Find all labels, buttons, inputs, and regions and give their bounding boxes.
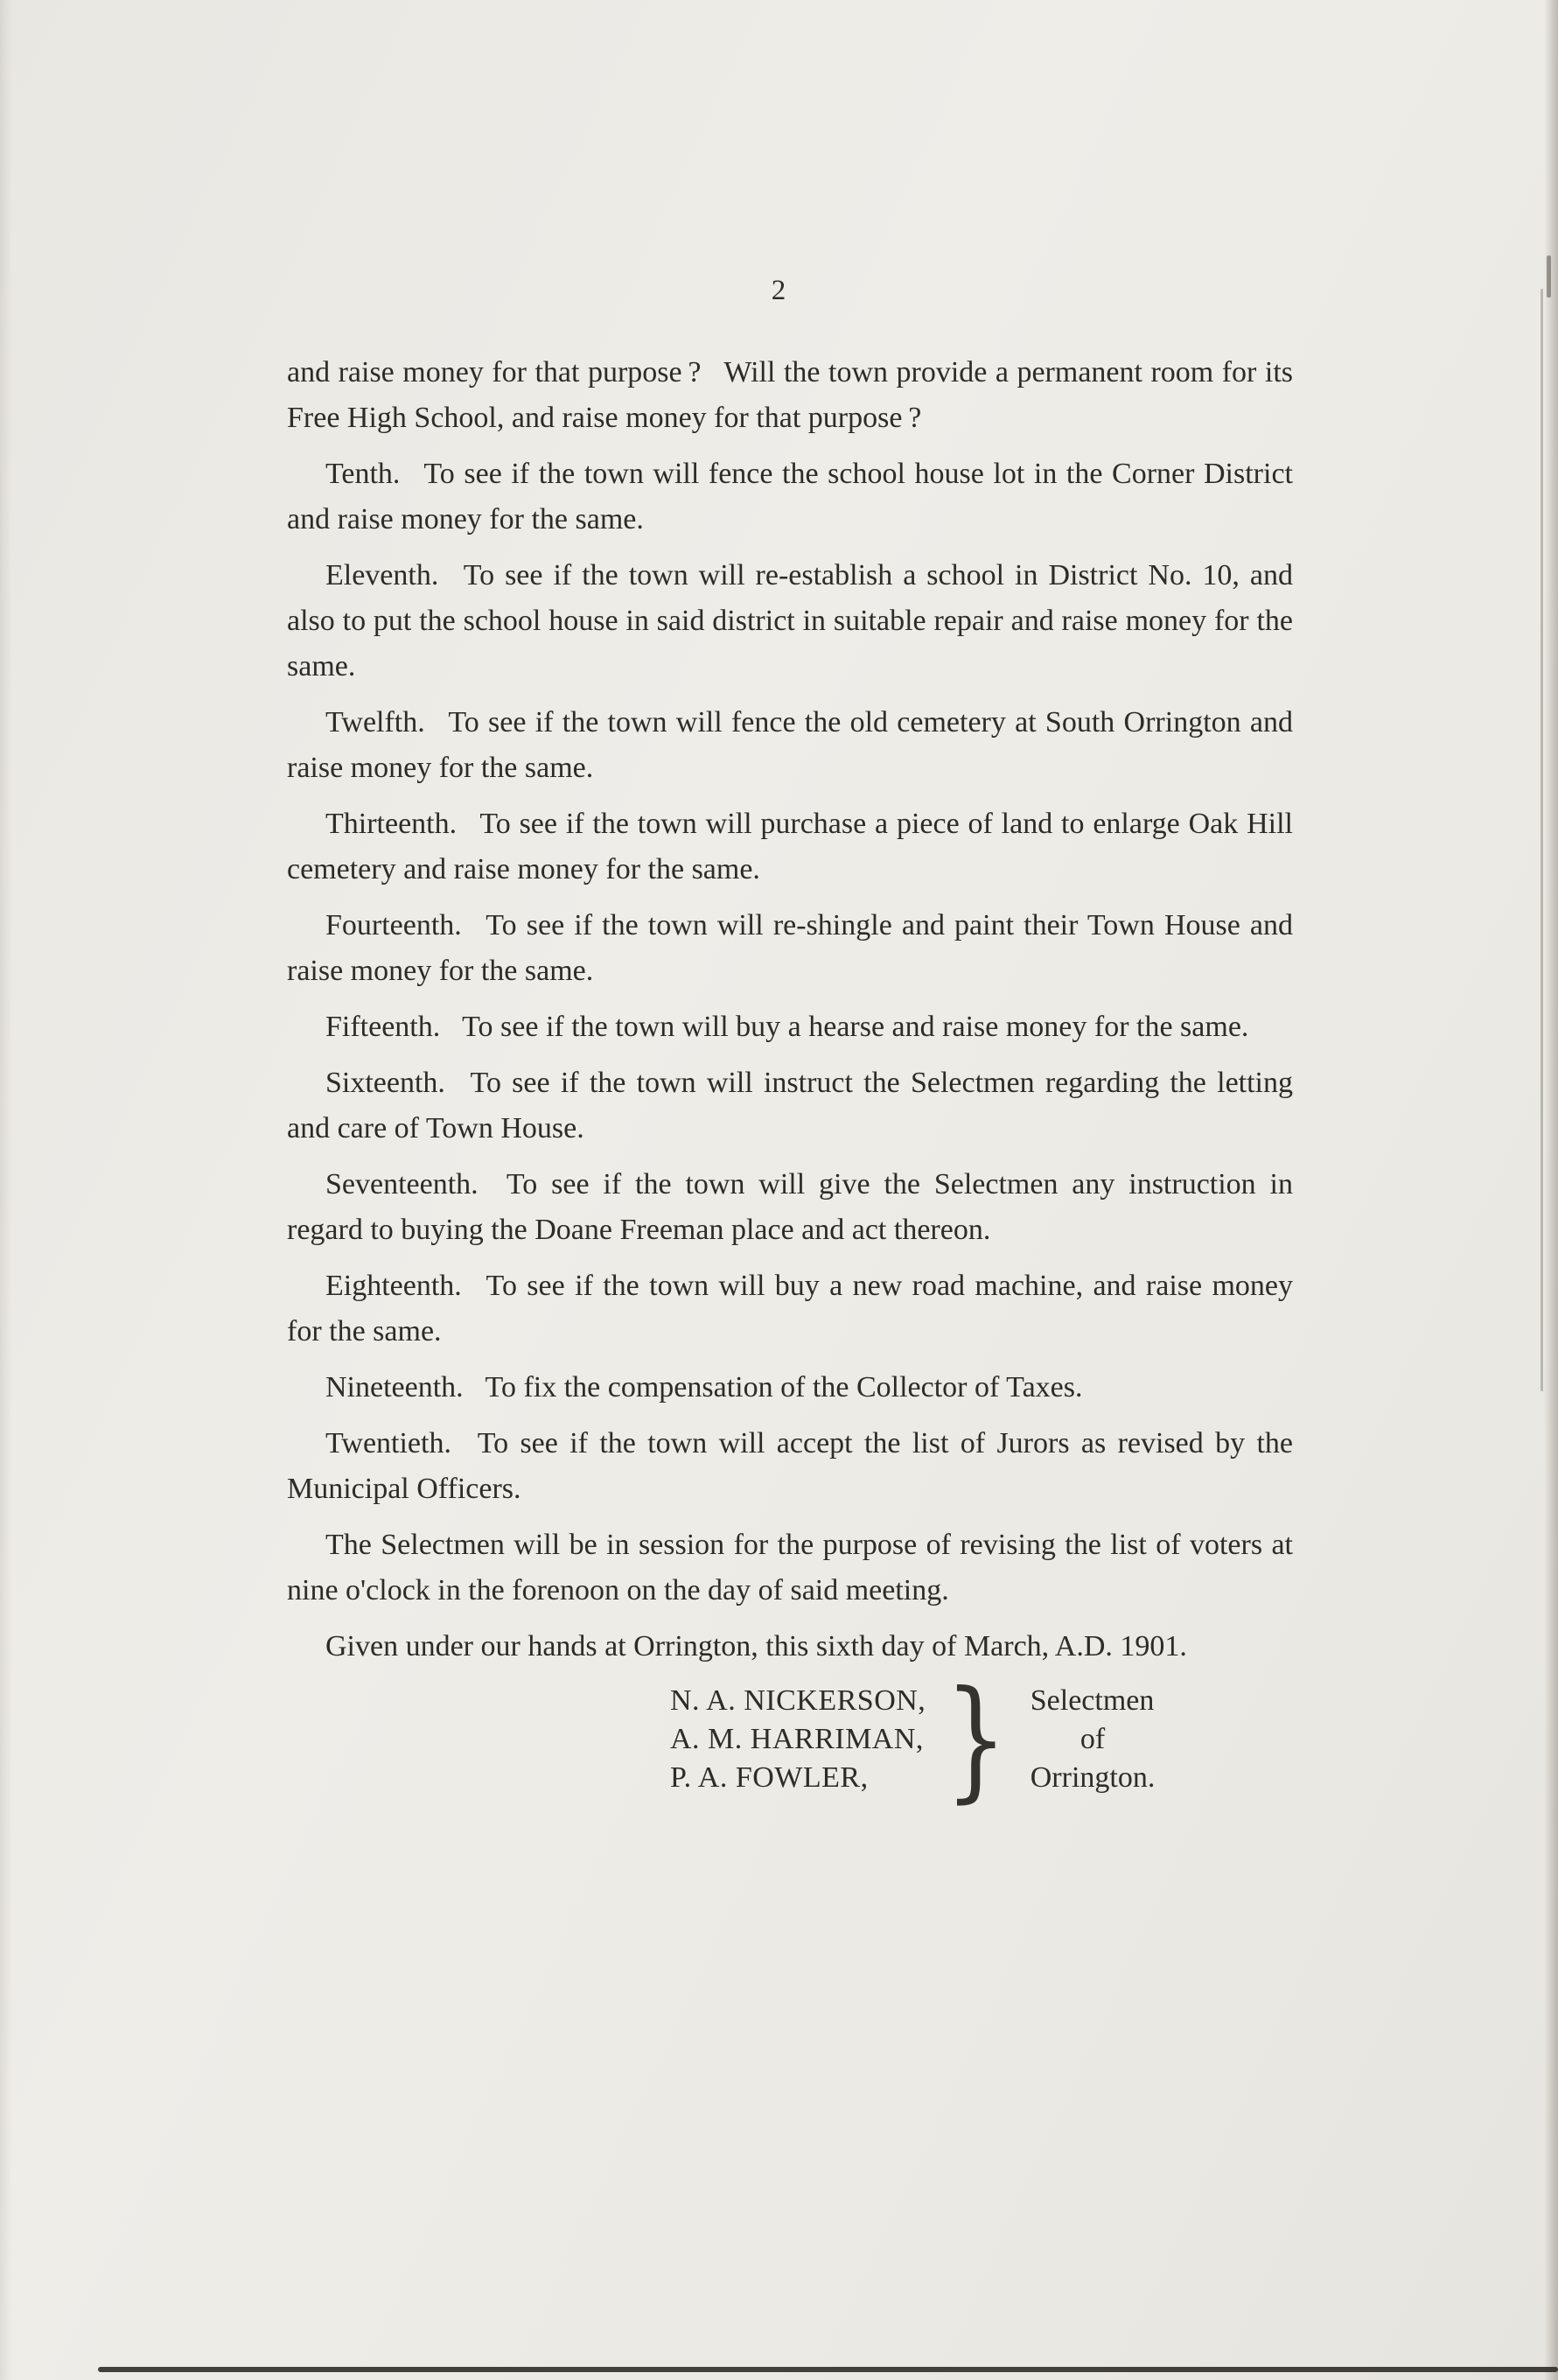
signature-block [670,1663,1293,1816]
signature-label: Orrington. [1030,1761,1156,1794]
paragraph-attestation: Given under our hands at Orrington, this sixth day of March, A.D. 1901. [325,1630,1187,1662]
left-edge-shadow [0,0,12,2380]
signature-name: N. A. NICKERSON, [670,1684,926,1717]
signature-name: A. M. HARRIMAN, [670,1723,924,1755]
page-number: 2 [771,275,787,306]
paragraph-seventeenth: Seventeenth. To see if the town will give the Selectmen any instruction in regard to buying the Doane Freeman place and act thereon. [287,1168,1293,1246]
bottom-edge-line [98,2367,1558,2372]
paragraph-continuation: and raise money for that purpose ? Will the town provide a permanent room for its Free High School, and raise money for that purpose ? [287,356,1293,434]
signature-labels [1031,1682,1156,1797]
paragraph-eleventh: Eleventh. To see if the town will re-establish a school in District No. 10, and also to put the school house in said district in suitable repair and raise money for the same. [287,559,1293,682]
signature-label: of [1079,1723,1106,1755]
paragraph-nineteenth: Nineteenth. To fix the compensation of the Collector of Taxes. [325,1371,1083,1404]
paragraph-thirteenth: Thirteenth. To see if the town will purchase a piece of land to enlarge Oak Hill cemetery and raise money for the same. [287,808,1293,886]
paragraph-session-notice: The Selectmen will be in session for the purpose of revising the list of voters at nine o'clock in the forenoon on the day of said meeting. [287,1529,1293,1606]
signature-name: P. A. FOWLER, [670,1761,869,1794]
right-edge-shadow [1544,0,1558,2380]
paragraph-twelfth: Twelfth. To see if the town will fence the old cemetery at South Orrington and raise money for the same. [287,706,1293,784]
signature-label: Selectmen [1030,1684,1155,1717]
paragraph-sixteenth: Sixteenth. To see if the town will instruct the Selectmen regarding the letting and care of Town House. [287,1067,1293,1144]
paragraph-eighteenth: Eighteenth. To see if the town will buy a new road machine, and raise money for the same. [287,1270,1293,1348]
scan-artifact-line [1541,289,1543,1391]
text-block [287,350,1293,1816]
paragraph-twentieth: Twentieth. To see if the town will accept the list of Jurors as revised by the Municipal Officers. [287,1427,1293,1505]
paragraph-fifteenth: Fifteenth. To see if the town will buy a hearse and raise money for the same. [325,1011,1249,1043]
signature-names [670,1682,926,1797]
paragraph-tenth: Tenth. To see if the town will fence the school house lot in the Corner District and raise money for the same. [287,458,1293,536]
paragraph-fourteenth: Fourteenth. To see if the town will re-shingle and paint their Town House and raise money for the same. [287,909,1293,987]
brace-glyph: } [945,1663,1008,1816]
